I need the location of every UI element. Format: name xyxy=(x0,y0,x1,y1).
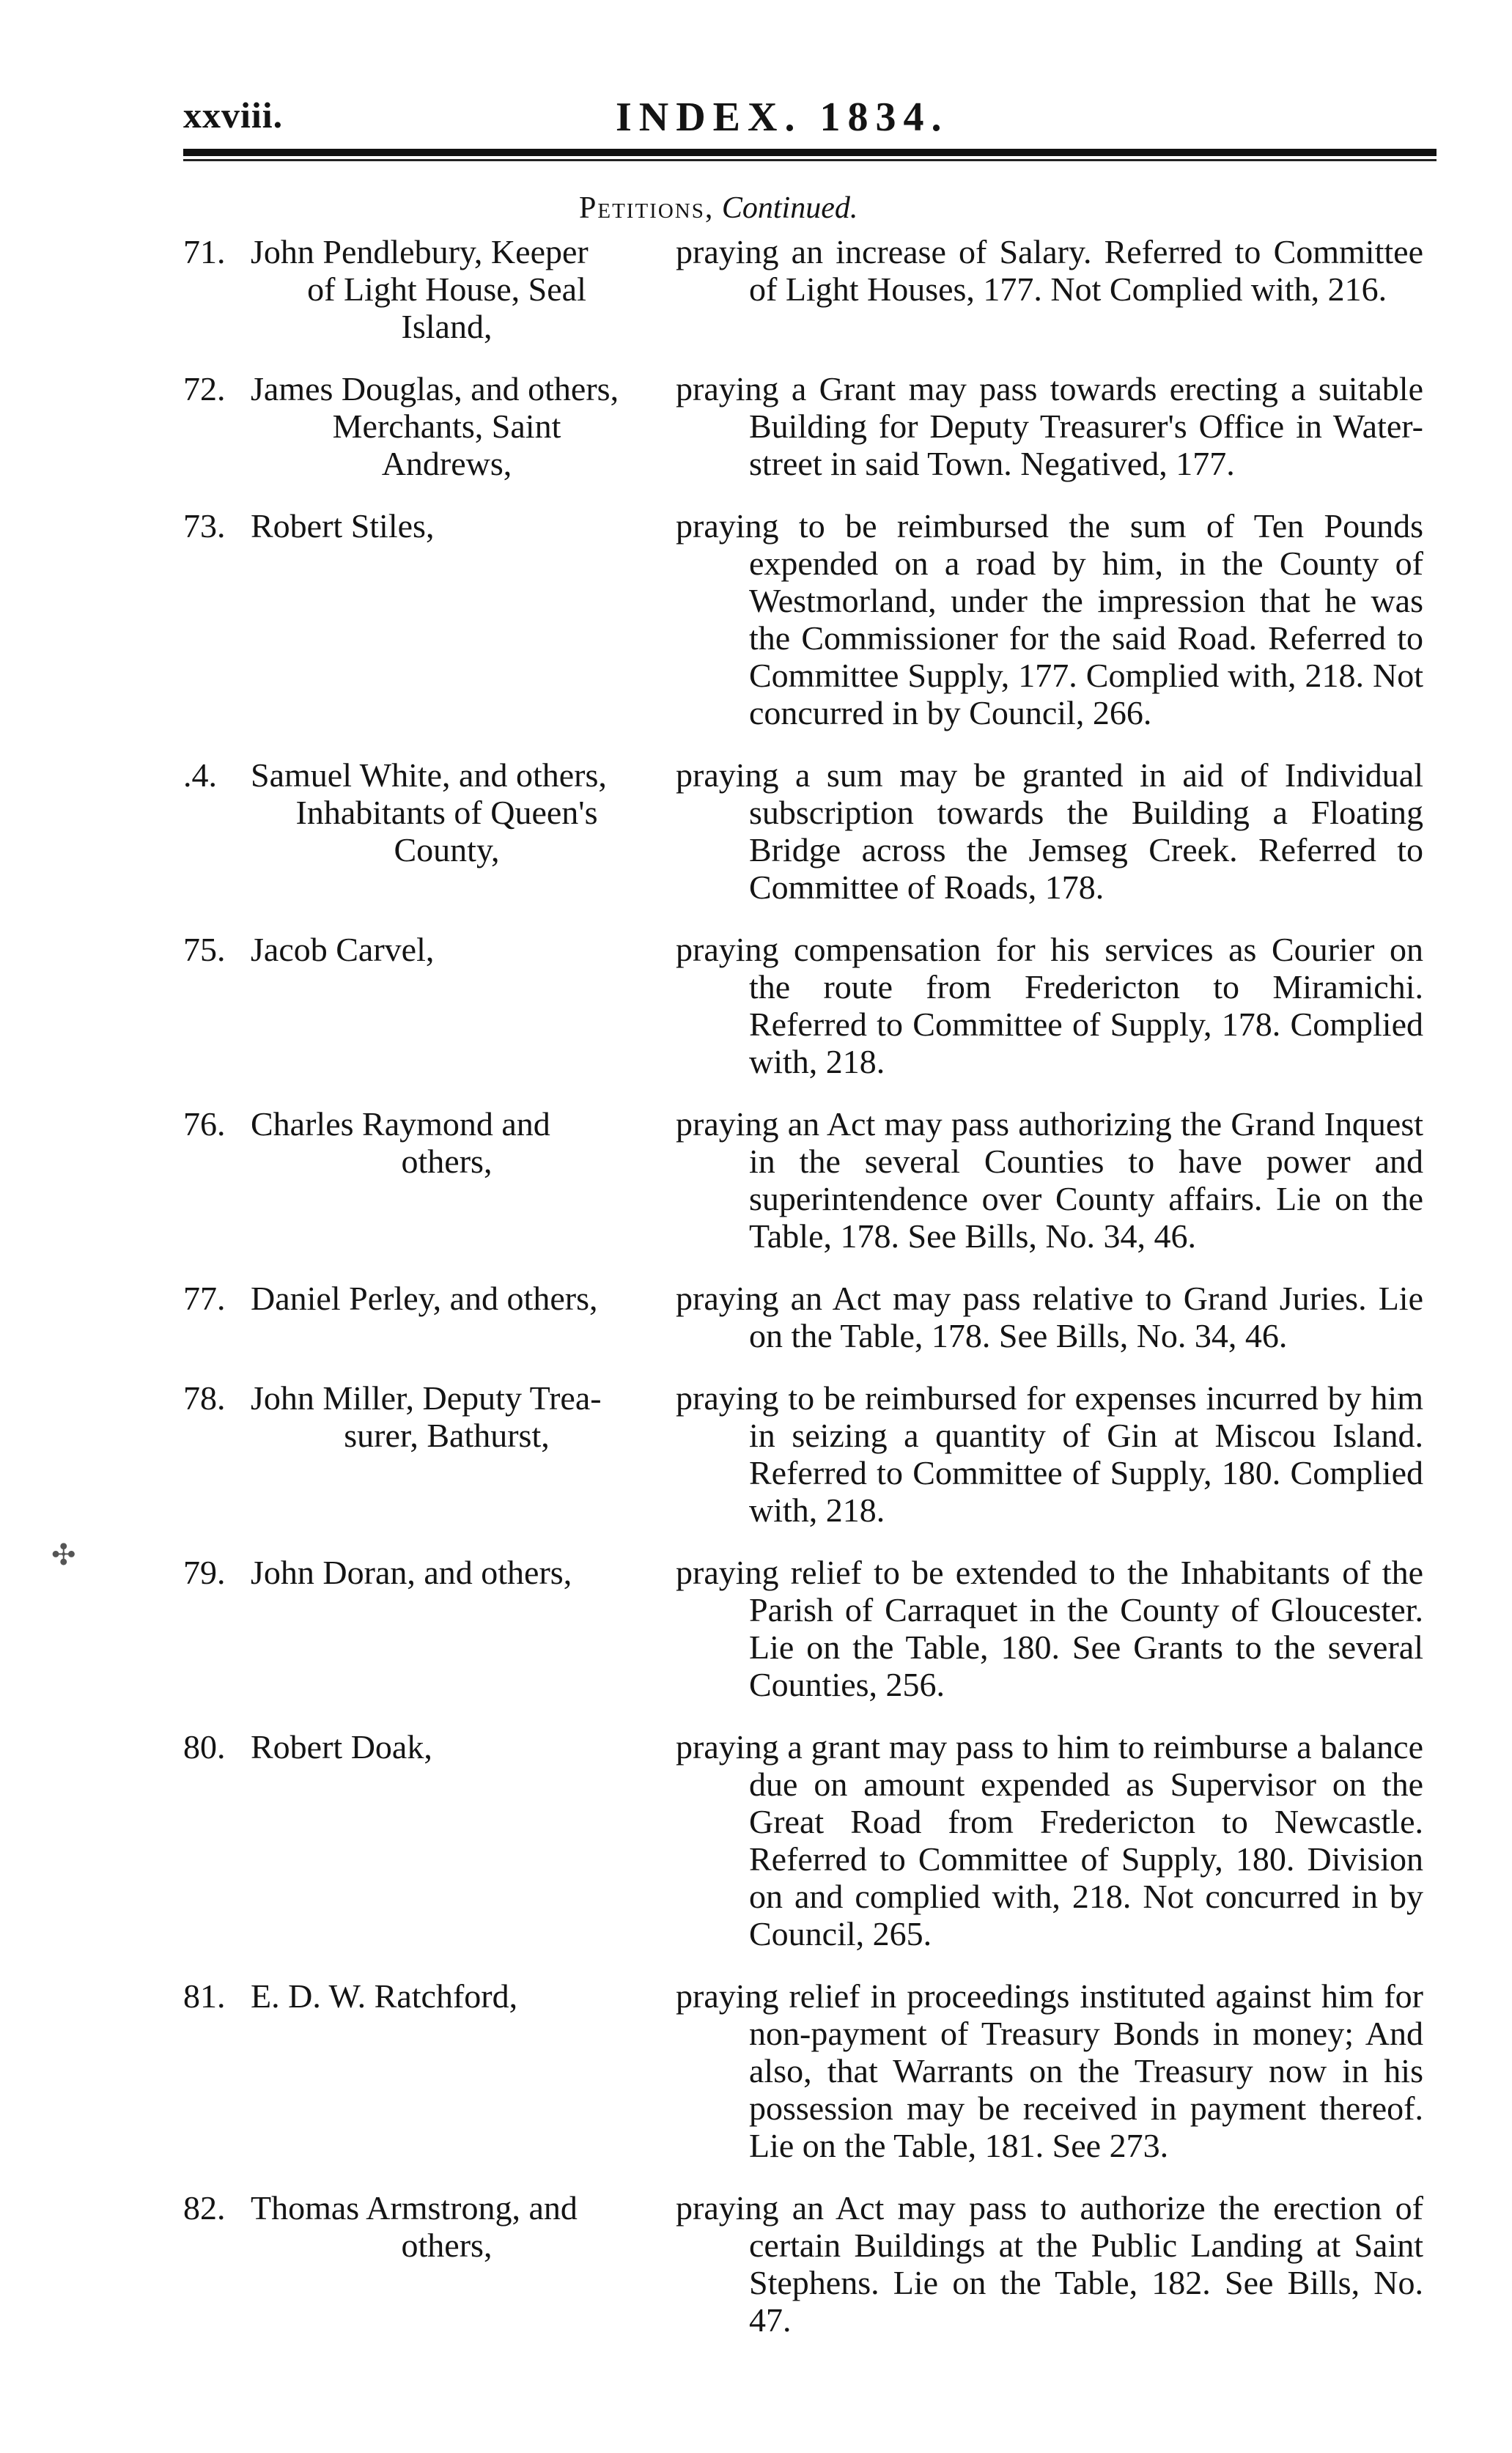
petitioner-detail: Inhabitants of Queen's xyxy=(295,794,598,831)
section-title xyxy=(579,191,858,226)
petitioner-name: E. D. W. Ratchford, xyxy=(251,1977,518,2015)
petition-description: praying a Grant may pass towards erecting a suitable Building for Deputy Treasurer's Office in Water-street in said Town. Negatived, 177. xyxy=(676,370,1423,482)
page-header xyxy=(0,94,1512,145)
petitioner-name: Robert Stiles, xyxy=(251,507,435,545)
entry-number: .4. xyxy=(183,756,217,794)
section-continued: Continued. xyxy=(721,191,858,225)
petition-entry xyxy=(183,1728,1444,1952)
petition-entry xyxy=(183,1105,1444,1255)
entry-number: 75. xyxy=(183,931,226,968)
petitioner-name: Jacob Carvel, xyxy=(251,931,435,968)
header-rule-thin xyxy=(183,159,1437,161)
petitioner-name: John Pendlebury, Keeper xyxy=(251,233,589,270)
section-title-text: Petitions, xyxy=(579,191,715,225)
petitioner xyxy=(251,2189,672,2339)
petitioner xyxy=(251,1554,672,1703)
entry-number: 78. xyxy=(183,1379,226,1417)
petitioner-name: John Miller, Deputy Trea- xyxy=(251,1379,602,1417)
petition-description: praying an Act may pass relative to Grand Juries. Lie on the Table, 178. See Bills, No. 34, 46. xyxy=(676,1280,1423,1354)
entry-number: 79. xyxy=(183,1554,226,1591)
petition-entry xyxy=(183,1379,1444,1529)
petitioner-name: Thomas Armstrong, and xyxy=(251,2189,578,2227)
entry-number: 82. xyxy=(183,2189,226,2227)
petitioner-detail: Andrews, xyxy=(381,445,512,482)
petition-description: praying relief to be extended to the Inhabitants of the Parish of Carraquet in the County of Gloucester. Lie on the Table, 180. See Grants to the several Counties, 256. xyxy=(676,1554,1423,1703)
running-title: INDEX. 1834. xyxy=(616,95,949,140)
petitioner xyxy=(251,756,672,906)
petition-entry xyxy=(183,1280,1444,1354)
petitioner-detail: others, xyxy=(401,1143,493,1180)
petitioner-name: Robert Doak, xyxy=(251,1728,432,1766)
petitioner-name: James Douglas, and others, xyxy=(251,370,619,407)
petitioner xyxy=(251,507,672,731)
petition-description: praying to be reimbursed the sum of Ten Pounds expended on a road by him, in the County of Westmorland, under the impression that he was the Commissioner for the said Road. Referred to Committee Supply, 177. Complied with, 218. Not concurred in by Council, 266. xyxy=(676,507,1423,731)
entry-number: 72. xyxy=(183,370,226,407)
petitioner-detail: of Light House, Seal xyxy=(307,270,586,308)
entry-number: 80. xyxy=(183,1728,226,1766)
petition-entry xyxy=(183,756,1444,906)
entry-number: 71. xyxy=(183,233,226,270)
entry-number: 73. xyxy=(183,507,226,545)
petitioner-name: John Doran, and others, xyxy=(251,1554,572,1591)
petitioner xyxy=(251,1105,672,1255)
petitioner-detail: surer, Bathurst, xyxy=(344,1417,550,1454)
entry-number: 77. xyxy=(183,1280,226,1317)
petitioner-detail: Island, xyxy=(401,308,493,345)
petition-description: praying an Act may pass to authorize the erection of certain Buildings at the Public Landing at Saint Stephens. Lie on the Table, 182. See Bills, No. 47. xyxy=(676,2189,1423,2339)
petition-entry xyxy=(183,507,1444,731)
petition-entry xyxy=(183,1977,1444,2164)
petition-description: praying relief in proceedings instituted against him for non-payment of Treasury Bonds in money; And also, that Warrants on the Treasury now in his possession may be received in payment thereof. Lie on the Table, 181. See 273. xyxy=(676,1977,1423,2164)
petition-description: praying compensation for his services as Courier on the route from Fredericton to Miramichi. Referred to Committee of Supply, 178. Complied with, 218. xyxy=(676,931,1423,1080)
petition-description: praying to be reimbursed for expenses incurred by him in seizing a quantity of Gin at Miscou Island. Referred to Committee of Supply, 180. Complied with, 218. xyxy=(676,1379,1423,1529)
petition-entry xyxy=(183,233,1444,345)
petitioner-detail: others, xyxy=(401,2227,493,2264)
petition-list xyxy=(183,233,1444,2364)
petitioner-name: Daniel Perley, and others, xyxy=(251,1280,598,1317)
petitioner xyxy=(251,233,672,345)
petition-description: praying an increase of Salary. Referred to Committee of Light Houses, 177. Not Complied with, 216. xyxy=(676,233,1423,308)
margin-mark: ✣ xyxy=(51,1538,76,1571)
entry-number: 76. xyxy=(183,1105,226,1143)
petitioner xyxy=(251,1280,672,1354)
petitioner xyxy=(251,370,672,482)
entry-number: 81. xyxy=(183,1977,226,2015)
petition-description: praying a grant may pass to him to reimburse a balance due on amount expended as Supervisor on the Great Road from Fredericton to Newcastle. Referred to Committee of Supply, 180. Division on and complied with, 218. Not concurred in by Council, 265. xyxy=(676,1728,1423,1952)
petitioner xyxy=(251,1728,672,1952)
petitioner-detail: Merchants, Saint xyxy=(332,407,561,445)
petitioner-detail: County, xyxy=(394,831,500,868)
petitioner xyxy=(251,1379,672,1529)
petitioner-name: Charles Raymond and xyxy=(251,1105,550,1143)
petitioner xyxy=(251,931,672,1080)
petitioner-name: Samuel White, and others, xyxy=(251,756,607,794)
petition-entry xyxy=(183,2189,1444,2339)
petition-entry xyxy=(183,931,1444,1080)
petition-entry xyxy=(183,370,1444,482)
petitioner xyxy=(251,1977,672,2164)
petition-description: praying an Act may pass authorizing the Grand Inquest in the several Counties to have power and superintendence over County affairs. Lie on the Table, 178. See Bills, No. 34, 46. xyxy=(676,1105,1423,1255)
page-number: xxviii. xyxy=(183,95,284,136)
header-rule-thick xyxy=(183,149,1437,156)
petition-entry xyxy=(183,1554,1444,1703)
petition-description: praying a sum may be granted in aid of Individual subscription towards the Building a Floating Bridge across the Jemseg Creek. Referred to Committee of Roads, 178. xyxy=(676,756,1423,906)
